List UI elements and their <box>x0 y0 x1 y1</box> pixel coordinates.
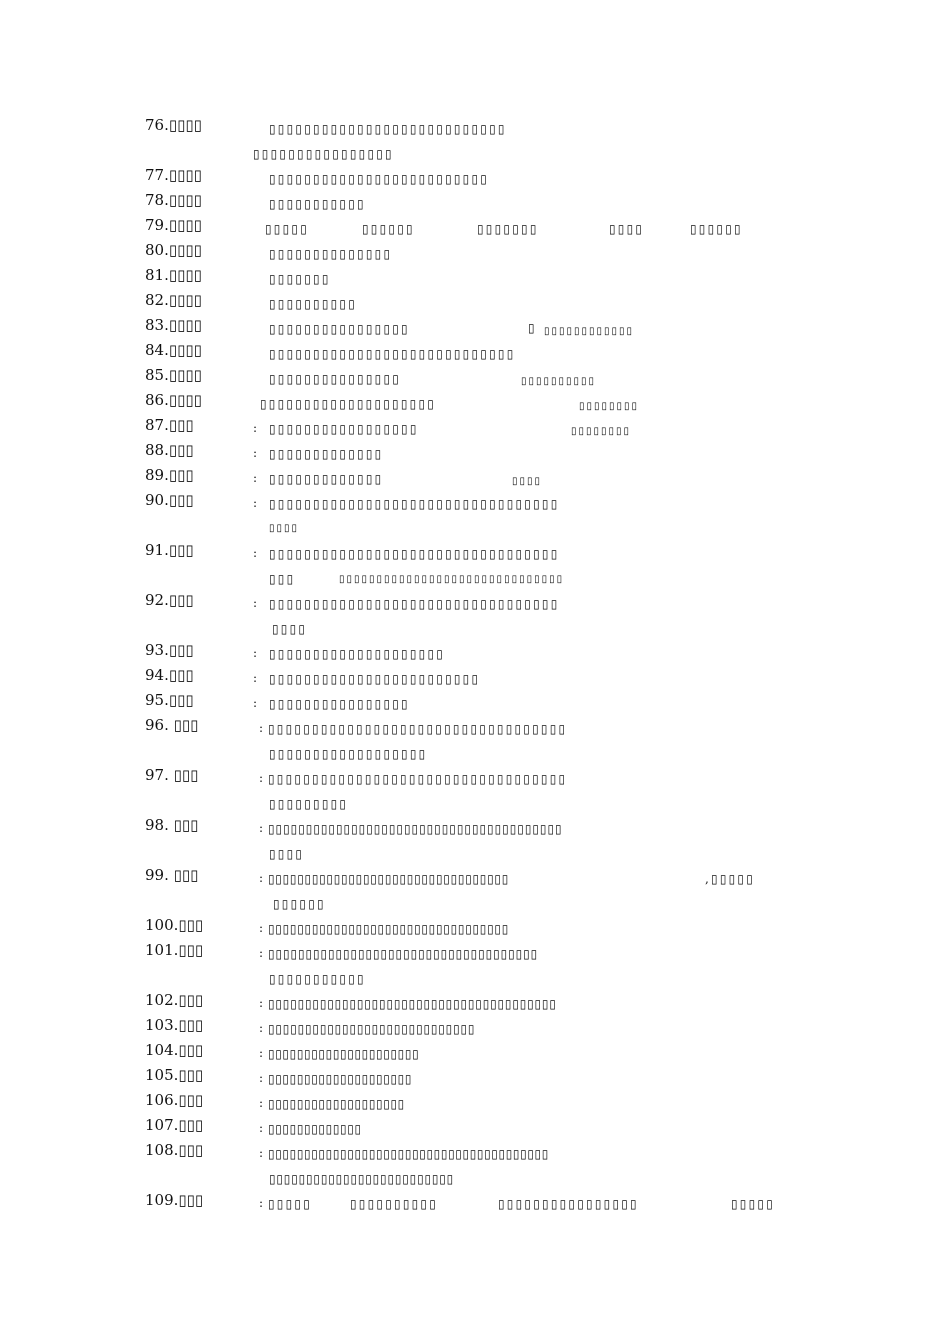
entry-109-colon: : <box>259 1196 266 1210</box>
entry-98-term <box>145 818 198 833</box>
entry-label: ▯▯▯ <box>168 666 194 684</box>
entry-103-line1: ▯▯▯▯▯▯▯▯▯▯▯▯▯▯▯▯▯▯▯▯▯▯▯▯▯▯▯▯ <box>268 1022 476 1036</box>
entry-98-colon: : <box>259 821 266 835</box>
entry-label: ▯▯▯ <box>168 691 194 709</box>
entry-106-colon: : <box>259 1096 266 1110</box>
entry-100-term <box>145 918 203 933</box>
entry-106-line1: ▯▯▯▯▯▯▯▯▯▯▯▯▯▯▯▯▯▯▯ <box>268 1097 405 1111</box>
entry-96-term <box>145 718 198 733</box>
entry-79-extra4: ▯▯▯▯▯▯ <box>690 222 743 236</box>
entry-79-term <box>145 218 202 233</box>
entry-108-colon: : <box>259 1146 266 1160</box>
entry-86-line1: ▯▯▯▯▯▯▯▯▯▯▯▯▯▯▯▯▯▯▯▯ <box>260 397 437 411</box>
entry-number: 99. <box>145 866 169 884</box>
entry-number: 105. <box>145 1066 179 1084</box>
entry-label: ▯▯▯ <box>168 491 194 509</box>
entry-78-line1: ▯▯▯▯▯▯▯▯▯▯▯ <box>269 197 366 211</box>
entry-number: 85. <box>145 366 169 384</box>
entry-89-colon: : <box>253 471 260 485</box>
entry-104-colon: : <box>259 1046 266 1060</box>
entry-number: 92. <box>145 591 169 609</box>
entry-96-colon: : <box>259 721 266 735</box>
entry-104-term <box>145 1043 203 1058</box>
entry-108-term <box>145 1143 203 1158</box>
entry-label: ▯▯▯ <box>178 991 204 1009</box>
entry-91-line2: ▯▯▯ <box>269 572 296 586</box>
entry-label: ▯▯▯ <box>168 466 194 484</box>
entry-85-note: ▯▯▯▯▯▯▯▯▯▯ <box>521 376 597 387</box>
entry-label: ▯▯▯▯ <box>168 116 202 134</box>
entry-105-colon: : <box>259 1071 266 1085</box>
entry-109-extra2: ▯▯▯▯▯▯▯▯▯▯▯▯▯▯▯▯ <box>498 1197 639 1211</box>
entry-100-line1: ▯▯▯▯▯▯▯▯▯▯▯▯▯▯▯▯▯▯▯▯▯▯▯▯▯▯▯▯▯▯▯▯▯ <box>268 922 510 936</box>
entry-number: 101. <box>145 941 179 959</box>
entry-97-colon: : <box>259 771 266 785</box>
entry-number: 82. <box>145 291 169 309</box>
entry-81-term <box>145 268 202 283</box>
entry-87-colon: : <box>253 421 260 435</box>
entry-label: ▯▯▯ <box>168 441 194 459</box>
entry-77-term <box>145 168 202 183</box>
entry-95-colon: : <box>253 696 260 710</box>
entry-83-note: ▯▯▯▯▯▯▯▯▯▯▯▯ <box>544 326 635 337</box>
entry-label: ▯▯▯▯ <box>168 291 202 309</box>
entry-77-line1: ▯▯▯▯▯▯▯▯▯▯▯▯▯▯▯▯▯▯▯▯▯▯▯▯▯ <box>269 172 490 186</box>
entry-99-tail: ,▯▯▯▯▯ <box>705 872 756 886</box>
entry-label: ▯▯▯ <box>178 1066 204 1084</box>
entry-91-note: ▯▯▯▯▯▯▯▯▯▯▯▯▯▯▯▯▯▯▯▯▯▯▯▯▯▯▯▯▯▯ <box>339 574 565 585</box>
entry-109-term <box>145 1193 203 1208</box>
entry-97-line2: ▯▯▯▯▯▯▯▯▯ <box>269 797 349 811</box>
entry-label: ▯▯▯ <box>168 641 194 659</box>
entry-90-term <box>145 493 194 508</box>
entry-105-term <box>145 1068 203 1083</box>
entry-94-line1: ▯▯▯▯▯▯▯▯▯▯▯▯▯▯▯▯▯▯▯▯▯▯▯▯ <box>269 672 481 686</box>
entry-79-extra2: ▯▯▯▯▯▯▯ <box>477 222 539 236</box>
entry-87-note: ▯▯▯▯▯▯▯▯ <box>571 426 632 437</box>
entry-89-note: ▯▯▯▯ <box>512 476 543 487</box>
entry-label: ▯▯▯ <box>178 1141 204 1159</box>
entry-101-line2: ▯▯▯▯▯▯▯▯▯▯▯ <box>269 972 366 986</box>
entry-95-line1: ▯▯▯▯▯▯▯▯▯▯▯▯▯▯▯▯ <box>269 697 410 711</box>
entry-92-colon: : <box>253 596 260 610</box>
entry-76-line1: ▯▯▯▯▯▯▯▯▯▯▯▯▯▯▯▯▯▯▯▯▯▯▯▯▯▯▯ <box>269 122 507 136</box>
entry-90-line2: ▯▯▯▯ <box>269 523 300 534</box>
entry-102-line1: ▯▯▯▯▯▯▯▯▯▯▯▯▯▯▯▯▯▯▯▯▯▯▯▯▯▯▯▯▯▯▯▯▯▯▯▯▯▯▯ <box>268 997 557 1011</box>
entry-label: ▯▯▯ <box>178 941 204 959</box>
entry-99-line2: ▯▯▯▯▯▯ <box>273 897 326 911</box>
entry-number: 79. <box>145 216 169 234</box>
entry-103-term <box>145 1018 203 1033</box>
entry-107-colon: : <box>259 1121 266 1135</box>
entry-label: ▯▯▯ <box>178 1191 204 1209</box>
entry-78-term <box>145 193 202 208</box>
entry-82-term <box>145 293 202 308</box>
entry-88-term <box>145 443 194 458</box>
entry-label: ▯▯▯▯ <box>168 391 202 409</box>
entry-109-extra1: ▯▯▯▯▯▯▯▯▯▯ <box>350 1197 439 1211</box>
entry-label: ▯▯▯▯ <box>168 216 202 234</box>
entry-108-line2: ▯▯▯▯▯▯▯▯▯▯▯▯▯▯▯▯▯▯▯▯▯▯▯▯▯ <box>269 1172 455 1186</box>
entry-number: 102. <box>145 991 179 1009</box>
entry-number: 95. <box>145 691 169 709</box>
entry-number: 78. <box>145 191 169 209</box>
entry-100-colon: : <box>259 921 266 935</box>
entry-80-term <box>145 243 202 258</box>
entry-84-line1: ▯▯▯▯▯▯▯▯▯▯▯▯▯▯▯▯▯▯▯▯▯▯▯▯▯▯▯▯ <box>269 347 516 361</box>
entry-label: ▯▯▯▯ <box>168 341 202 359</box>
entry-number: 104. <box>145 1041 179 1059</box>
entry-102-term <box>145 993 203 1008</box>
entry-label: ▯▯▯ <box>173 716 199 734</box>
entry-98-line2: ▯▯▯▯ <box>269 847 305 861</box>
entry-88-line1: ▯▯▯▯▯▯▯▯▯▯▯▯▯ <box>269 447 384 461</box>
entry-label: ▯▯▯▯ <box>168 366 202 384</box>
entry-102-colon: : <box>259 996 266 1010</box>
entry-number: 84. <box>145 341 169 359</box>
entry-label: ▯▯▯ <box>168 541 194 559</box>
entry-number: 90. <box>145 491 169 509</box>
entry-87-term <box>145 418 194 433</box>
entry-label: ▯▯▯ <box>173 816 199 834</box>
entry-83-term <box>145 318 202 333</box>
entry-85-term <box>145 368 202 383</box>
entry-number: 76. <box>145 116 169 134</box>
entry-79-line1: ▯▯▯▯▯ <box>265 222 310 236</box>
entry-number: 88. <box>145 441 169 459</box>
entry-109-extra3: ▯▯▯▯▯ <box>731 1197 776 1211</box>
entry-94-colon: : <box>253 671 260 685</box>
entry-96-line2: ▯▯▯▯▯▯▯▯▯▯▯▯▯▯▯▯▯▯ <box>269 747 428 761</box>
entry-86-term <box>145 393 202 408</box>
entry-number: 97. <box>145 766 169 784</box>
entry-97-term <box>145 768 198 783</box>
entry-84-term <box>145 343 202 358</box>
entry-101-colon: : <box>259 946 266 960</box>
entry-label: ▯▯▯ <box>168 591 194 609</box>
entry-98-line1: ▯▯▯▯▯▯▯▯▯▯▯▯▯▯▯▯▯▯▯▯▯▯▯▯▯▯▯▯▯▯▯▯▯▯▯▯▯▯▯ <box>268 822 563 836</box>
entry-99-term <box>145 868 198 883</box>
entry-107-line1: ▯▯▯▯▯▯▯▯▯▯▯▯▯ <box>268 1122 362 1136</box>
entry-number: 96. <box>145 716 169 734</box>
entry-92-term <box>145 593 194 608</box>
entry-93-line1: ▯▯▯▯▯▯▯▯▯▯▯▯▯▯▯▯▯▯▯▯ <box>269 647 446 661</box>
entry-87-line1: ▯▯▯▯▯▯▯▯▯▯▯▯▯▯▯▯▯ <box>269 422 419 436</box>
entry-number: 103. <box>145 1016 179 1034</box>
entry-82-line1: ▯▯▯▯▯▯▯▯▯▯ <box>269 297 358 311</box>
entry-96-line1: ▯▯▯▯▯▯▯▯▯▯▯▯▯▯▯▯▯▯▯▯▯▯▯▯▯▯▯▯▯▯▯▯▯▯ <box>268 722 568 736</box>
entry-label: ▯▯▯▯ <box>168 191 202 209</box>
entry-number: 98. <box>145 816 169 834</box>
entry-89-term <box>145 468 194 483</box>
entry-number: 94. <box>145 666 169 684</box>
entry-89-line1: ▯▯▯▯▯▯▯▯▯▯▯▯▯ <box>269 472 384 486</box>
entry-88-colon: : <box>253 446 260 460</box>
entry-105-line1: ▯▯▯▯▯▯▯▯▯▯▯▯▯▯▯▯▯▯▯▯ <box>268 1072 413 1086</box>
entry-85-line1: ▯▯▯▯▯▯▯▯▯▯▯▯▯▯▯ <box>269 372 402 386</box>
entry-104-line1: ▯▯▯▯▯▯▯▯▯▯▯▯▯▯▯▯▯▯▯▯▯ <box>268 1047 420 1061</box>
entry-106-term <box>145 1093 203 1108</box>
entry-83-line1: ▯▯▯▯▯▯▯▯▯▯▯▯▯▯▯▯ <box>269 322 410 336</box>
entry-label: ▯▯▯ <box>178 1091 204 1109</box>
entry-99-colon: : <box>259 871 266 885</box>
entry-label: ▯▯▯▯ <box>168 241 202 259</box>
entry-101-line1: ▯▯▯▯▯▯▯▯▯▯▯▯▯▯▯▯▯▯▯▯▯▯▯▯▯▯▯▯▯▯▯▯▯▯▯▯ <box>268 947 539 961</box>
entry-number: 93. <box>145 641 169 659</box>
entry-number: 87. <box>145 416 169 434</box>
entry-label: ▯▯▯ <box>178 916 204 934</box>
entry-92-line1: ▯▯▯▯▯▯▯▯▯▯▯▯▯▯▯▯▯▯▯▯▯▯▯▯▯▯▯▯▯▯▯▯▯ <box>269 597 560 611</box>
entry-number: 106. <box>145 1091 179 1109</box>
entry-number: 100. <box>145 916 179 934</box>
entry-93-colon: : <box>253 646 260 660</box>
entry-90-colon: : <box>253 496 260 510</box>
entry-81-line1: ▯▯▯▯▯▯▯ <box>269 272 331 286</box>
entry-79-extra3: ▯▯▯▯ <box>609 222 645 236</box>
entry-107-term <box>145 1118 203 1133</box>
entry-label: ▯▯▯ <box>173 766 199 784</box>
entry-number: 80. <box>145 241 169 259</box>
entry-79-extra1: ▯▯▯▯▯▯ <box>362 222 415 236</box>
entry-101-term <box>145 943 203 958</box>
entry-label: ▯▯▯ <box>178 1041 204 1059</box>
entry-95-term <box>145 693 194 708</box>
entry-91-line1: ▯▯▯▯▯▯▯▯▯▯▯▯▯▯▯▯▯▯▯▯▯▯▯▯▯▯▯▯▯▯▯▯▯ <box>269 547 560 561</box>
entry-number: 91. <box>145 541 169 559</box>
entry-label: ▯▯▯▯ <box>168 316 202 334</box>
entry-number: 89. <box>145 466 169 484</box>
entry-91-colon: : <box>253 546 260 560</box>
entry-label: ▯▯▯ <box>168 416 194 434</box>
entry-92-line2: ▯▯▯▯ <box>272 622 308 636</box>
entry-93-term <box>145 643 194 658</box>
entry-label: ▯▯▯ <box>178 1016 204 1034</box>
entry-number: 108. <box>145 1141 179 1159</box>
entry-number: 109. <box>145 1191 179 1209</box>
entry-109-line1: ▯▯▯▯▯ <box>268 1197 313 1211</box>
entry-76-term <box>145 118 202 133</box>
entry-76-line2: ▯▯▯▯▯▯▯▯▯▯▯▯▯▯▯▯ <box>253 147 394 161</box>
entry-94-term <box>145 668 194 683</box>
entry-83-mark: ▯ <box>528 321 537 335</box>
entry-label: ▯▯▯ <box>173 866 199 884</box>
entry-number: 77. <box>145 166 169 184</box>
entry-label: ▯▯▯▯ <box>168 266 202 284</box>
entry-99-line1: ▯▯▯▯▯▯▯▯▯▯▯▯▯▯▯▯▯▯▯▯▯▯▯▯▯▯▯▯▯▯▯▯▯ <box>268 872 510 886</box>
entry-label: ▯▯▯▯ <box>168 166 202 184</box>
entry-number: 81. <box>145 266 169 284</box>
entry-103-colon: : <box>259 1021 266 1035</box>
entry-108-line1: ▯▯▯▯▯▯▯▯▯▯▯▯▯▯▯▯▯▯▯▯▯▯▯▯▯▯▯▯▯▯▯▯▯▯▯▯▯▯▯ <box>268 1147 549 1161</box>
entry-90-line1: ▯▯▯▯▯▯▯▯▯▯▯▯▯▯▯▯▯▯▯▯▯▯▯▯▯▯▯▯▯▯▯▯▯ <box>269 497 560 511</box>
entry-86-note: ▯▯▯▯▯▯▯▯ <box>579 401 640 412</box>
entry-number: 107. <box>145 1116 179 1134</box>
entry-80-line1: ▯▯▯▯▯▯▯▯▯▯▯▯▯▯ <box>269 247 393 261</box>
entry-number: 83. <box>145 316 169 334</box>
entry-91-term <box>145 543 194 558</box>
entry-97-line1: ▯▯▯▯▯▯▯▯▯▯▯▯▯▯▯▯▯▯▯▯▯▯▯▯▯▯▯▯▯▯▯▯▯▯ <box>268 772 568 786</box>
entry-number: 86. <box>145 391 169 409</box>
entry-label: ▯▯▯ <box>178 1116 204 1134</box>
